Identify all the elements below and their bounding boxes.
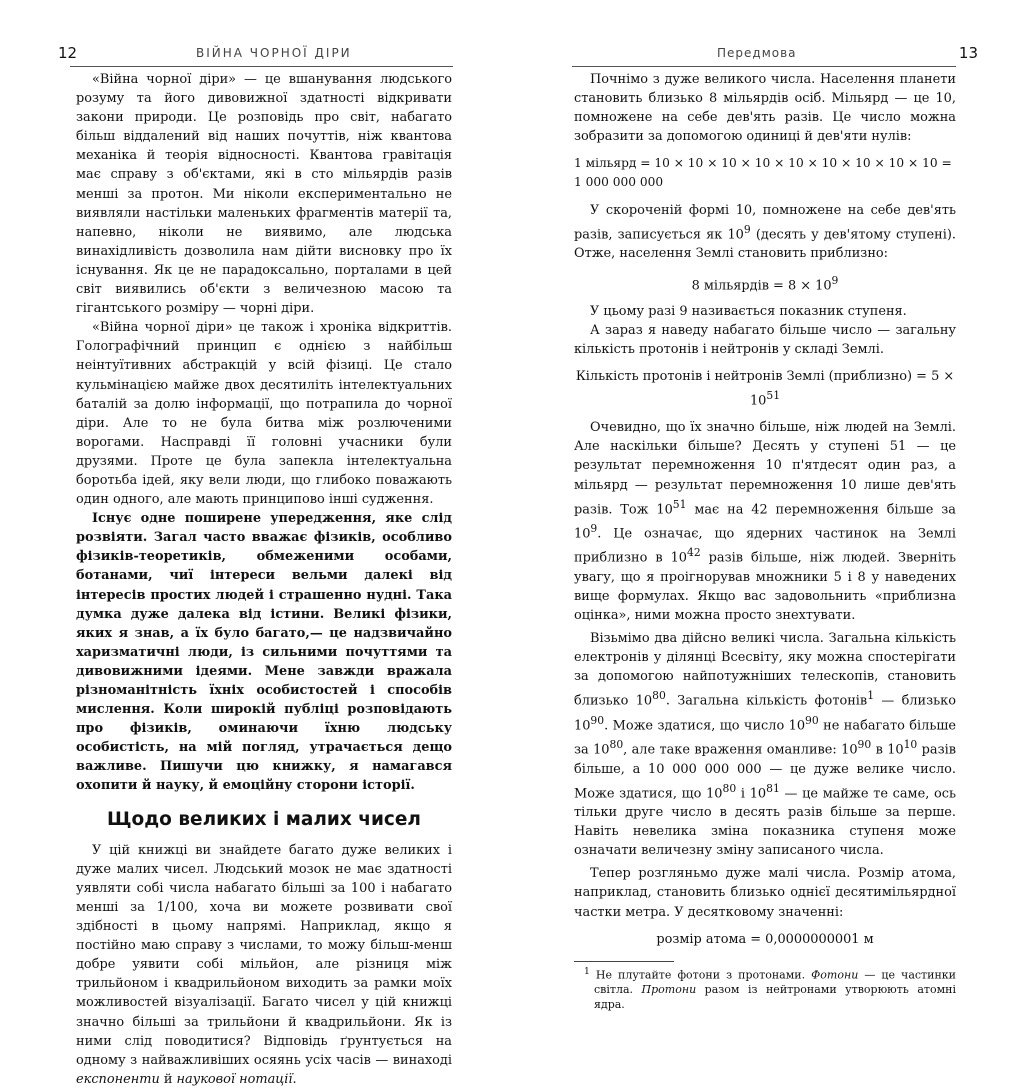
paragraph: Тепер розгляньмо дуже малі числа. Розмір атома, наприклад, становить близько однієї десятимільярдної частки метра. У десятковому значенні: <box>574 866 956 920</box>
header-rule-left <box>70 66 453 67</box>
equation-billion: 1 мільярд = 10 × 10 × 10 × 10 × 10 × 10 × 10 × 10 × 10 = 1 000 000 000 <box>574 156 952 190</box>
left-body <box>76 70 452 1089</box>
left-page <box>0 0 512 1087</box>
right-page <box>512 0 1024 1012</box>
paragraph: «Війна чорної діри» це також і хроніка відкриттів. Голографічний принцип є однією з найбільш неінтуїтивних абстракцій у всій фізиці. Це стало кульмінацією майже двох десятиліть інтелектуальних баталій за долю інформації, що потрапила до чорної діри. Але то не була битва між розлюченими ворогами. Насправді її головні учасники були друзями. Проте це була запекла інтелектуальна боротьба ідей, яку вели люди, що глибоко поважають один одного, але мають принципово інші судження. <box>76 320 452 508</box>
bold-paragraph: Існує одне поширене упередження, яке слід розвіяти. Загал часто вважає фізиків, особливо фізиків-теоретиків, обмеженими особами, ботанами, чиї інтереси вельми далекі від інтересів простих людей і страшенно нудні. Така думка дуже далека від істини. Великі фізики, яких я знав, а їх було багато,— це надзвичайно харизматичні люди, із сильними почуттями та дивовижними ідеями. Мене завжди вражала різноманітність їхніх особистостей і способів мислення. Коли широкій публіці розповідають про фізиків, оминаючи їхню людську особистість, на мій погляд, утрачається дещо важливе. Пишучи цю книжку, я намагався охопити й науку, й емоційну сторони історії. <box>76 511 452 794</box>
page-number-right: 13 <box>958 44 978 62</box>
paragraph: Очевидно, що їх значно більше, ніж людей на Землі. Але наскільки більше? Десять у ступені 51 — це результат перемноження 10 п'ятдесят один раз, а мільярд — результат перемноження 10 лише дев'ять разів. Тож $10^{51}$ має на 42 перемноження більше за $10^9$. Це означає, що ядерних частинок на Землі приблизно в $10^{42}$ разів більше, ніж людей. Зверніть увагу, що я проігнорував множники 5 і 8 у наведених вище формулах. Якщо вас задовольнить «приблизна оцінка», ними можна просто знехтувати. <box>574 420 956 624</box>
page-number-left: 12 <box>58 44 78 62</box>
header-rule-right <box>572 66 956 67</box>
footnote-mark: 1 <box>584 965 590 977</box>
left-header <box>58 44 452 64</box>
paragraph: У цьому разі 9 називається показник ступеня. <box>590 303 907 319</box>
section-paragraph: У цій книжці ви знайдете багато дуже великих і дуже малих чисел. Людський мозок не має здатності уявляти собі числа набагато більші за 100 і набагато менші за 1/100, хоча ви можете розвивати свої здібності в цьому напрямі. Наприклад, якщо я постійно маю справу з числами, то можу більш-менш добре уявити собі мільйон, але різниця між трильйоном і квадрильйоном виходить за рамки моїх можливостей візуалізації. Багато чисел у цій книжці значно більші за трильйони й квадрильйони. Як із ними слід поводитися? Відповідь ґрунтується на одному з найважливіших осяянь усіх часів — винаході експоненти й наукової нотації. <box>76 842 452 1087</box>
right-body <box>574 70 956 1012</box>
equation-nucleons: Кількість протонів і нейтронів Землі (приблизно) = $5 \times 10^{51}$ <box>575 368 955 409</box>
running-head-left: ВІЙНА ЧОРНОЇ ДІРИ <box>196 46 352 60</box>
footnote-ref: 1 <box>867 689 875 703</box>
paragraph: Візьмімо два дійсно великі числа. Загальна кількість електронів у ділянці Всесвіту, яку можна спостерігати за допомогою найпотужніших телескопів, становить близько $10^{80}$. Загальна кількість фотонів$^1$ — близько $10^{90}$. Може здатися, що число $10^{90}$ не набагато більше за $10^{80}$, але таке враження оманливе: $10^{90}$ в $10^{10}$ разів більше, а 10 000 000 000 — це дуже велике число. Може здатися, що $10^{80}$ і $10^{81}$ — це майже те саме, ось тільки друге число в десять разів більше за перше. Навіть невелика зміна показника ступеня може означати величезну зміну записаного числа. <box>574 631 956 859</box>
paragraph: У скороченій формі 10, помножене на себе дев'ять разів, записується як $10^9$ (десять у дев'ятому ступені). Отже, населення Землі становить приблизно: <box>574 202 956 262</box>
equation-atom-size: розмір атома = 0,0000000001 м <box>656 931 874 947</box>
paragraph: «Війна чорної діри» — це вшанування людського розуму та його дивовижної здатності відкривати закони природи. Це розповідь про світ, набагато більш віддалений від наших почуттів, ніж квантова механіка й теорія відносності. Квантова гравітація має справу з об'єктами, які в сто мільярдів разів менші за протон. Ми ніколи експериментально не виявляли настільки маленьких фрагментів матерії та, напевно, ніколи не виявимо, але людська винахідливість дозволила нам дійти висновку про їх існування. Як це не парадоксально, порталами в цей світ виявились об'єкти з величезною масою та гігантського розміру — чорні діри. <box>76 72 452 317</box>
right-header <box>572 44 978 64</box>
section-heading: Щодо великих і малих чисел <box>107 808 421 830</box>
running-head-right: Передмова <box>717 46 797 60</box>
paragraph: Почнімо з дуже великого числа. Населення планети становить близько 8 мільярдів осіб. Мільярд — це 10, помножене на себе дев'ять разів. Це число можна зобразити за допомогою одиниці й дев'яти нулів: <box>574 72 956 145</box>
footnote-rule <box>574 961 674 962</box>
equation-population: 8 мільярдів = $8 \times 10^9$ <box>691 274 839 294</box>
paragraph: А зараз я наведу набагато більше число — загальну кількість протонів і нейтронів у складі Землі. <box>574 322 956 357</box>
footnote: $^1$ Не плутайте фотони з протонами. Фотони — це частинки світла. Протони разом із нейтронами утворюють атомні ядра. <box>584 965 957 1012</box>
